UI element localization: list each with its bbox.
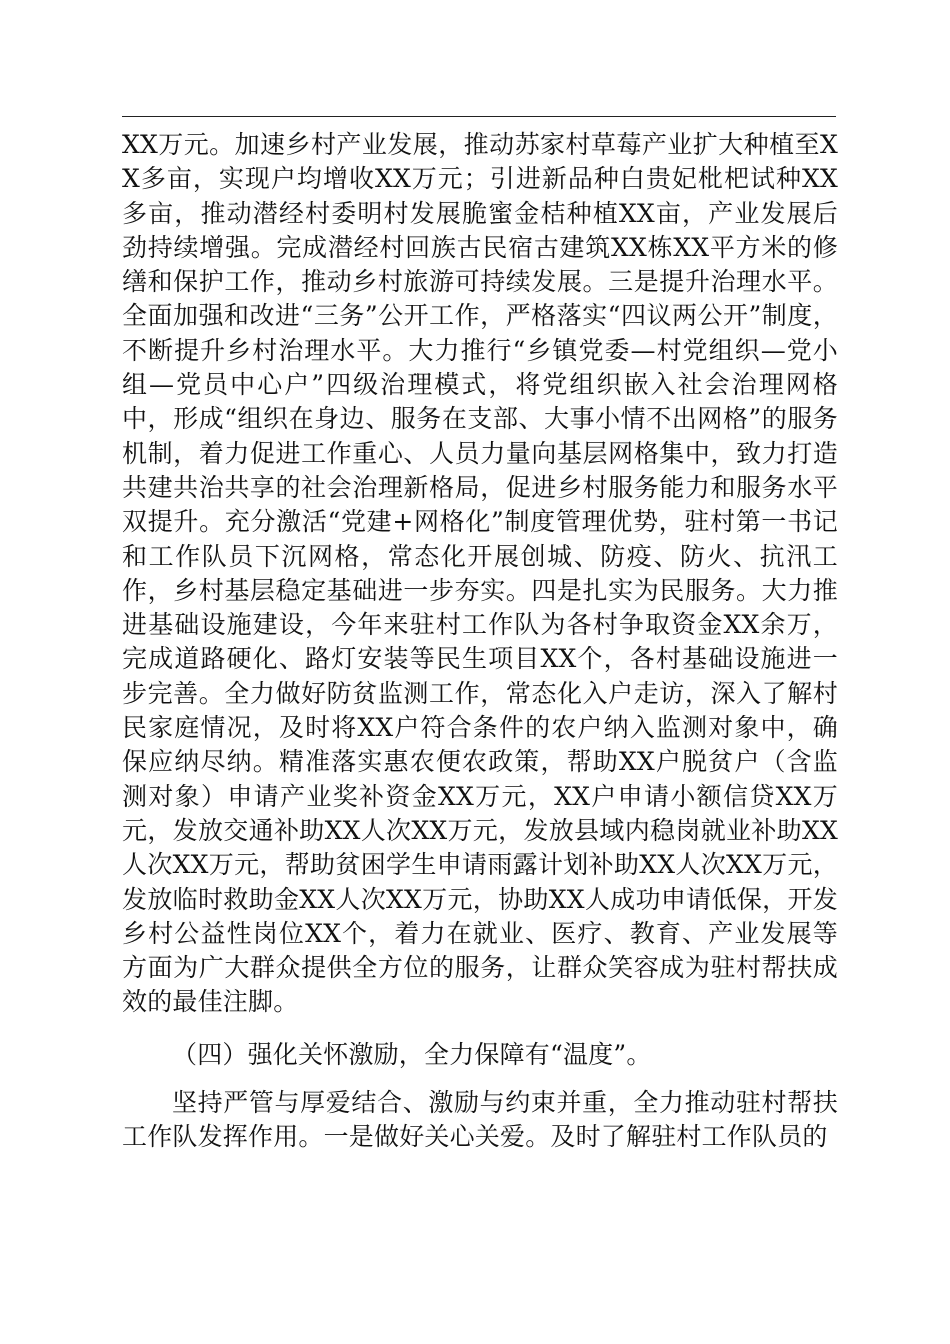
- section-heading: （四）强化关怀激励，全力保障有“温度”。: [172, 1039, 652, 1069]
- body-paragraph: XX万元。加速乡村产业发展，推动苏家村草莓产业扩大种植至XX多亩，实现户均增收XX万元；引进新品种白贵妃枇杷试种XX多亩，推动潜经村委明村发展脆蜜金桔种植XX亩，产业发展后劲持续增强。完成潜经村回族古民宿古建筑XX栋XX平方米的修缮和保护工作，推动乡村旅游可持续发展。三是提升治理水平。全面加强和改进“三务”公开工作，严格落实“四议两公开”制度，不断提升乡村治理水平。大力推行“乡镇党委—村党组织—党小组—党员中心户”四级治理模式，将党组织嵌入社会治理网格中，形成“组织在身边、服务在支部、大事小情不出网格”的服务机制，着力促进工作重心、人员力量向基层网格集中，致力打造共建共治共享的社会治理新格局，促进乡村服务能力和服务水平双提升。充分激活“党建+网格化”制度管理优势，驻村第一书记和工作队员下沉网格，常态化开展创城、防疫、防火、抗汛工作，乡村基层稳定基础进一步夯实。四是扎实为民服务。大力推进基础设施建设，今年来驻村工作队为各村争取资金XX余万，完成道路硬化、路灯安装等民生项目XX个，各村基础设施进一步完善。全力做好防贫监测工作，常态化入户走访，深入了解村民家庭情况，及时将XX户符合条件的农户纳入监测对象中，确保应纳尽纳。精准落实惠农便农政策，帮助XX户脱贫户（含监测对象）申请产业奖补资金XX万元，XX户申请小额信贷XX万元，发放交通补助XX人次XX万元，发放县域内稳岗就业补助XX人次XX万元，帮助贫困学生申请雨露计划补助XX人次XX万元，发放临时救助金XX人次XX万元，协助XX人成功申请低保，开发乡村公益性岗位XX个，着力在就业、医疗、教育、产业发展等方面为广大群众提供全方位的服务，让群众笑容成为驻村帮扶成效的最佳注脚。: [122, 130, 838, 1017]
- closing-paragraph: 坚持严管与厚爱结合、激励与约束并重，全力推动驻村帮扶工作队发挥作用。一是做好关心关爱。及时了解驻村工作队员的: [122, 1088, 838, 1152]
- header-rule: [122, 116, 836, 117]
- document-body: [122, 128, 838, 1155]
